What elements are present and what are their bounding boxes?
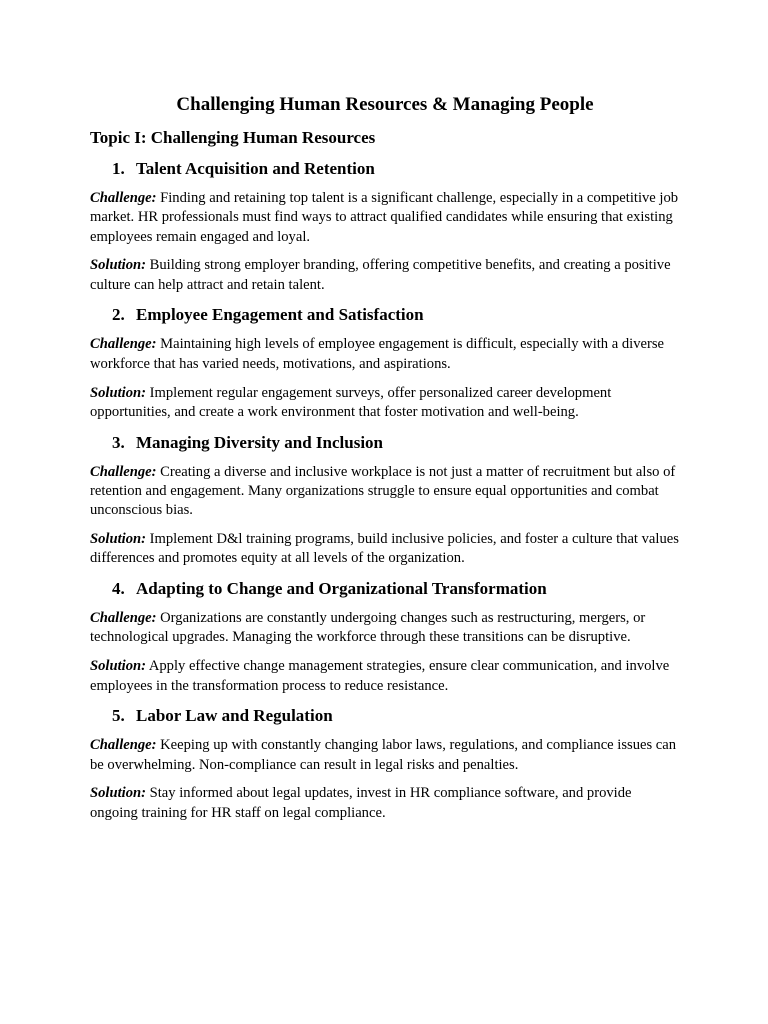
section-title: Talent Acquisition and Retention (136, 159, 375, 178)
challenge-text: Organizations are constantly undergoing changes such as restructuring, mergers, or technological upgrades. Managing the workforce through these transitions can be disruptive. (90, 610, 646, 646)
challenge-label: Challenge: (90, 190, 157, 206)
solution-text: Implement D&l training programs, build inclusive policies, and foster a culture that values differences and promotes equity at all levels of the organization. (90, 531, 679, 567)
solution-text: Building strong employer branding, offering competitive benefits, and creating a positive culture can help attract and retain talent. (90, 257, 671, 293)
section-heading (90, 705, 680, 727)
challenge-text: Keeping up with constantly changing labor laws, regulations, and compliance issues can be overwhelming. Non-compliance can result in legal risks and penalties. (90, 737, 677, 773)
solution-paragraph (90, 256, 680, 295)
section-heading (90, 158, 680, 180)
solution-label: Solution: (90, 257, 146, 274)
topic-heading: Topic I: Challenging Human Resources (90, 128, 376, 147)
section-number: 3. (112, 432, 125, 452)
challenge-paragraph (90, 189, 680, 247)
challenge-label: Challenge: (90, 336, 157, 353)
section-heading (90, 304, 680, 326)
challenge-text: Maintaining high levels of employee engagement is difficult, especially with a diverse workforce that has varied needs, motivations, and aspirations. (90, 336, 665, 372)
solution-text: Implement regular engagement surveys, offer personalized career development opportunities, and create a work environment that foster motivation and well-being. (90, 384, 612, 420)
section-employee-engagement (90, 304, 680, 422)
section-talent-acquisition (90, 158, 680, 295)
section-number: 1. (112, 159, 125, 178)
solution-label: Solution: (90, 785, 146, 802)
challenge-paragraph (90, 463, 680, 521)
document-page (90, 94, 680, 833)
solution-label: Solution: (90, 658, 146, 675)
solution-paragraph (90, 384, 680, 423)
section-title: Labor Law and Regulation (136, 706, 333, 726)
section-heading (90, 432, 680, 454)
solution-paragraph (90, 784, 680, 823)
section-title: Adapting to Change and Organizational Transformation (136, 579, 547, 599)
solution-label: Solution: (90, 531, 146, 548)
document-title: Challenging Human Resources & Managing People (176, 94, 594, 115)
section-title: Employee Engagement and Satisfaction (136, 305, 424, 325)
section-number: 5. (112, 706, 125, 726)
solution-text: Apply effective change management strategies, ensure clear communication, and involve employees in the transformation process to reduce resistance. (90, 658, 670, 694)
section-number: 2. (112, 305, 125, 325)
solution-text: Stay informed about legal updates, invest in HR compliance software, and provide ongoing training for HR staff on legal compliance. (90, 785, 632, 821)
section-diversity-inclusion (90, 432, 680, 569)
challenge-paragraph (90, 736, 680, 775)
section-labor-law (90, 705, 680, 823)
section-change-transformation (90, 578, 680, 696)
section-number: 4. (112, 579, 125, 599)
solution-paragraph (90, 530, 680, 569)
solution-label: Solution: (90, 384, 146, 401)
section-heading (90, 578, 680, 600)
challenge-paragraph (90, 609, 680, 648)
section-title: Managing Diversity and Inclusion (136, 432, 384, 452)
challenge-text: Finding and retaining top talent is a significant challenge, especially in a competitive job market. HR professionals must find ways to attract qualified candidates while ensuring that existing employees remain engaged and loyal. (90, 190, 679, 245)
challenge-paragraph (90, 335, 680, 374)
challenge-label: Challenge: (90, 463, 157, 480)
solution-paragraph (90, 657, 680, 696)
challenge-label: Challenge: (90, 737, 157, 754)
challenge-text: Creating a diverse and inclusive workplace is not just a matter of recruitment but also of retention and engagement. Many organizations struggle to ensure equal opportunities and combat unconscious bias. (90, 463, 676, 519)
challenge-label: Challenge: (90, 610, 157, 627)
